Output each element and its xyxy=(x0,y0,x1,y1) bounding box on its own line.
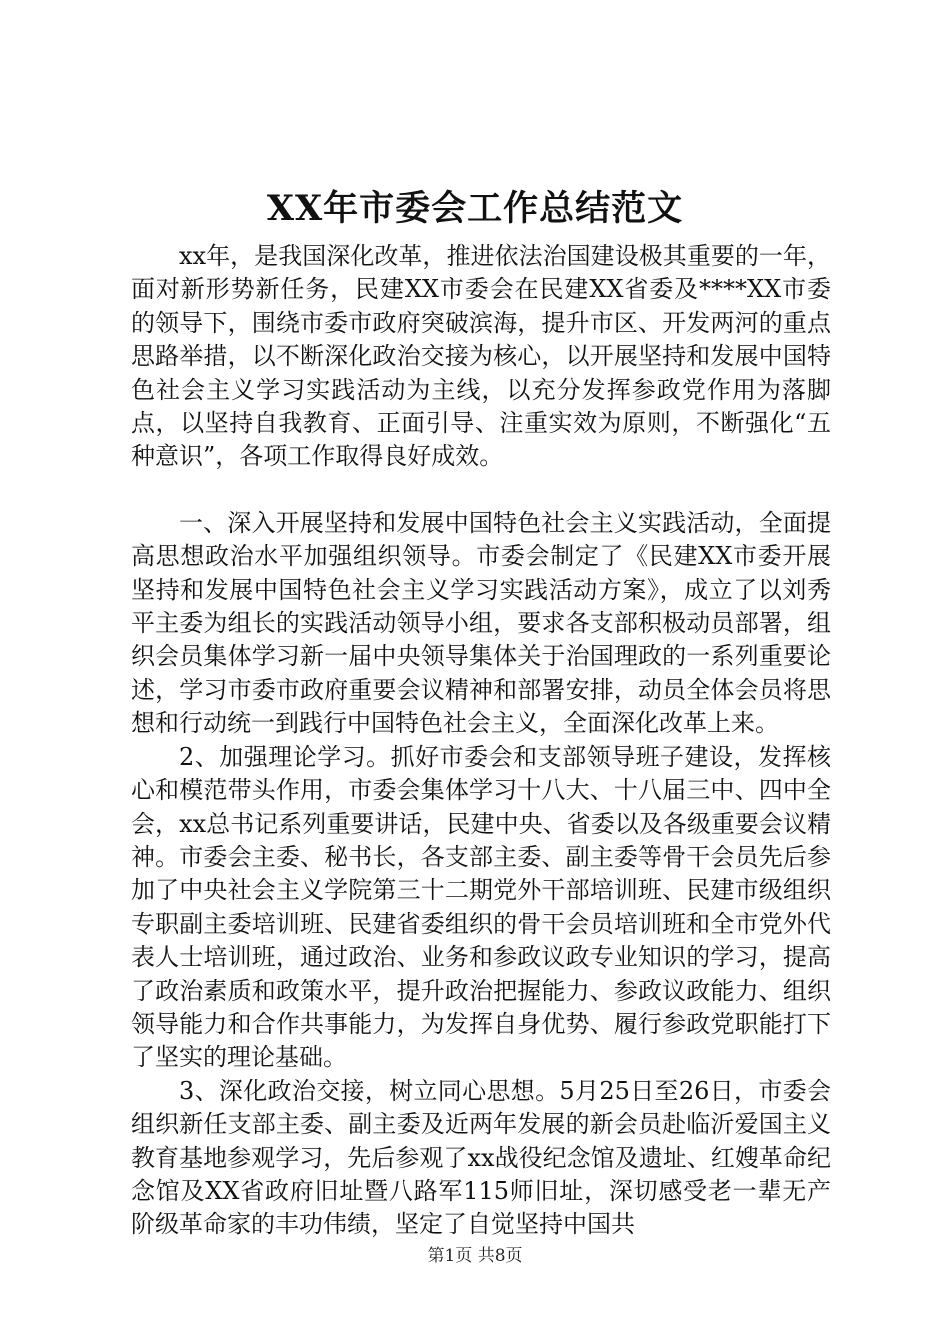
document-title: XX年市委会工作总结范文 xyxy=(266,188,684,229)
document-body xyxy=(131,240,831,1242)
section-3-paragraph: 3、深化政治交接，树立同心思想。5月25日至26日，市委会组织新任支部主委、副主委及近两年发展的新会员赴临沂爱国主义教育基地参观学习，先后参观了xx战役纪念馆及遗址、红嫂革命纪念馆及XX省政府旧址暨八路军115师旧址，深切感受老一辈无产阶级革命家的丰功伟绩，坚定了自觉坚持中国共 xyxy=(131,1076,831,1239)
intro-paragraph: xx年，是我国深化改革，推进依法治国建设极其重要的一年，面对新形势新任务，民建XX市委会在民建XX省委及****XX市委的领导下，围绕市委市政府突破滨海，提升市区、开发两河的重点思路举措，以不断深化政治交接为核心，以开展坚持和发展中国特色社会主义学习实践活动为主线，以充分发挥参政党作用为落脚点，以坚持自我教育、正面引导、注重实效为原则，不断强化“五种意识”，各项工作取得良好成效。 xyxy=(131,242,831,471)
section-1-paragraph: 一、深入开展坚持和发展中国特色社会主义实践活动，全面提高思想政治水平加强组织领导。市委会制定了《民建XX市委开展坚持和发展中国特色社会主义学习实践活动方案》，成立了以刘秀平主委为组长的实践活动领导小组，要求各支部积极动员部署，组织会员集体学习新一届中央领导集体关于治国理政的一系列重要论述，学习市委市政府重要会议精神和部署安排，动员全体会员将思想和行动统一到践行中国特色社会主义，全面深化改革上来。 xyxy=(131,508,831,738)
page-footer: 第1页 共8页 xyxy=(427,1246,523,1266)
section-2-paragraph: 2、加强理论学习。抓好市委会和支部领导班子建设，发挥核心和模范带头作用，市委会集体学习十八大、十八届三中、四中全会，xx总书记系列重要讲话，民建中央、省委以及各级重要会议精神。市委会主委、秘书长，各支部主委、副主委等骨干会员先后参加了中央社会主义学院第三十二期党外干部培训班、民建市级组织专职副主委培训班、民建省委组织的骨干会员培训班和全市党外代表人士培训班，通过政治、业务和参政议政专业知识的学习，提高了政治素质和政策水平，提升政治把握能力、参政议政能力、组织领导能力和合作共事能力，为发挥自身优势、履行参政党职能打下了坚实的理论基础。 xyxy=(131,742,831,1072)
